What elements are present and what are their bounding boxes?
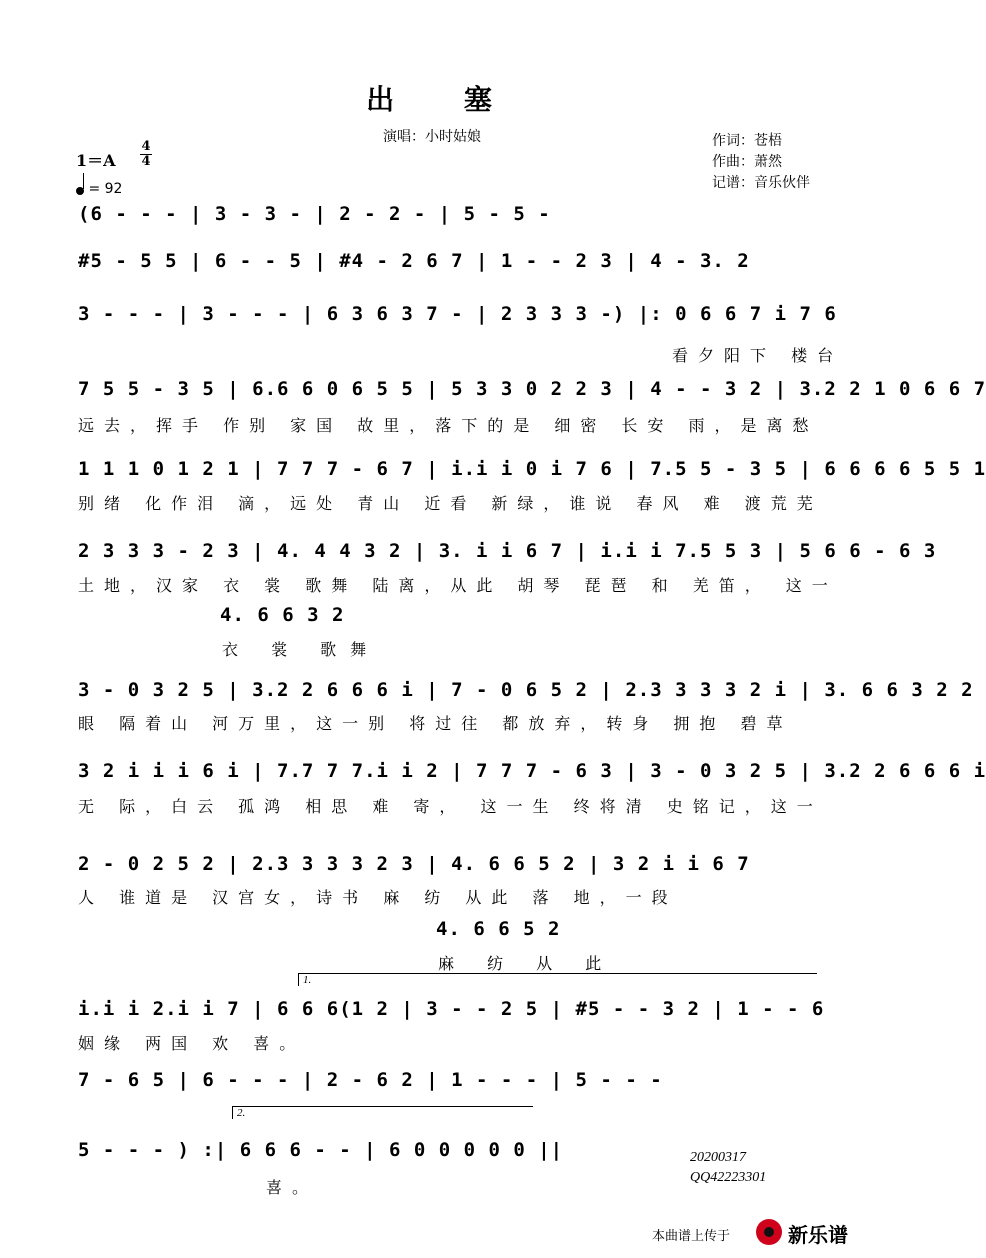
logo-record-icon [756,1219,782,1245]
time-signature-bottom: 4 [141,154,151,169]
transcriber-credit: 记谱：音乐伙伴 [712,175,810,191]
score-line-12: 5 - - - ) :| 6 6 6 - - | 6 0 0 0 0 0 || [78,1139,564,1161]
score-line-1: (6 - - - | 3 - 3 - | 2 - 2 - | 5 - 5 - [78,203,551,225]
lyrics-line-6: 土地，汉家 衣 裳 歌舞 陆离，从此 胡琴 琵琶 和 羌笛， 这一 [78,576,838,595]
score-line-5: 1 1 1 0 1 2 1 | 7 7 7 - 6 7 | i.i i 0 i 7 6 | 7.5 5 - 3 5 | 6 6 6 6 5 5 1 [78,458,986,480]
composer-credit: 作曲：萧然 [712,154,782,170]
lyrics-line-10: 姻缘 两国 欢 喜。 [78,1034,306,1053]
qq-stamp: QQ42223301 [690,1170,767,1185]
volta-first-ending: 1. [298,973,817,986]
score-line-2: #5 - 5 5 | 6 - - 5 | #4 - 2 6 7 | 1 - - 2 3 | 4 - 3. 2 [78,250,750,272]
logo-record-center [764,1227,774,1237]
time-signature-top: 4 [141,139,151,154]
tempo-value: = 92 [88,181,123,197]
quarter-note-icon [76,187,84,195]
score-line-6-alt: 4. 6 6 3 2 [220,604,345,626]
time-signature [140,140,152,169]
score-line-6: 2 3 3 3 - 2 3 | 4. 4 4 3 2 | 3. i i 6 7 | i.i i 7.5 5 3 | 5 6 6 - 6 3 [78,540,937,562]
lyrics-line-7: 眼 隔着山 河万里，这一别 将过往 都放弃，转身 拥抱 碧草 [78,714,793,733]
lyrics-line-9: 人 谁道是 汉宫女，诗书 麻 纺 从此 落 地，一段 [78,888,678,907]
score-line-8: 3 2 i i i 6 i | 7.7 7 7.i i 2 | 7 7 7 - 6 3 | 3 - 0 3 2 5 | 3.2 2 6 6 6 i [78,760,986,782]
volta-second-ending: 2. [232,1106,533,1119]
score-line-9-alt: 4. 6 6 5 2 [436,918,561,940]
lyrics-line-6-alt: 衣 裳 歌舞 [222,640,381,659]
tempo-marking [76,181,122,197]
key-signature: 1＝A [76,151,116,170]
lyrics-line-8: 无 际，白云 孤鸿 相思 难 寄， 这一生 终将清 史铭记，这一 [78,797,823,816]
score-line-7: 3 - 0 3 2 5 | 3.2 2 6 6 6 i | 7 - 0 6 5 2 | 2.3 3 3 3 2 i | 3. 6 6 3 2 2 [78,679,974,701]
lyricist-credit: 作词：苍梧 [712,133,782,149]
date-stamp: 20200317 [690,1150,746,1165]
score-line-11: 7 - 6 5 | 6 - - - | 2 - 6 2 | 1 - - - | 5 - - - [78,1069,663,1091]
footer-upload-text: 本曲谱上传于 [652,1228,731,1243]
lyrics-line-12: 喜。 [266,1178,319,1197]
singer-credit: 演唱：小时姑娘 [383,129,481,145]
lyrics-line-4: 远去，挥手 作别 家国 故里，落下的是 细密 长安 雨，是离愁 [78,416,819,435]
score-line-4: 7 5 5 - 3 5 | 6.6 6 0 6 5 5 | 5 3 3 0 2 2 3 | 4 - - 3 2 | 3.2 2 1 0 6 6 7 [78,378,986,400]
score-line-9: 2 - 0 2 5 2 | 2.3 3 3 3 2 3 | 4. 6 6 5 2 | 3 2 i i 6 7 [78,853,750,875]
lyrics-line-5: 别绪 化作泪 滴，远处 青山 近看 新绿，谁说 春风 难 渡荒芜 [78,494,823,513]
lyrics-line-3: 看夕阳下 楼台 [672,346,844,365]
lyrics-line-9-alt: 麻 纺 从 此 [438,954,616,973]
site-logo-text[interactable]: 新乐谱 [788,1223,848,1247]
score-line-10: i.i i 2.i i 7 | 6 6 6(1 2 | 3 - - 2 5 | #5 - - 3 2 | 1 - - 6 [78,998,825,1020]
score-line-3: 3 - - - | 3 - - - | 6 3 6 3 7 - | 2 3 3 3 -) |: 0 6 6 7 i 7 6 [78,303,837,325]
song-title: 出 塞 [366,83,522,116]
